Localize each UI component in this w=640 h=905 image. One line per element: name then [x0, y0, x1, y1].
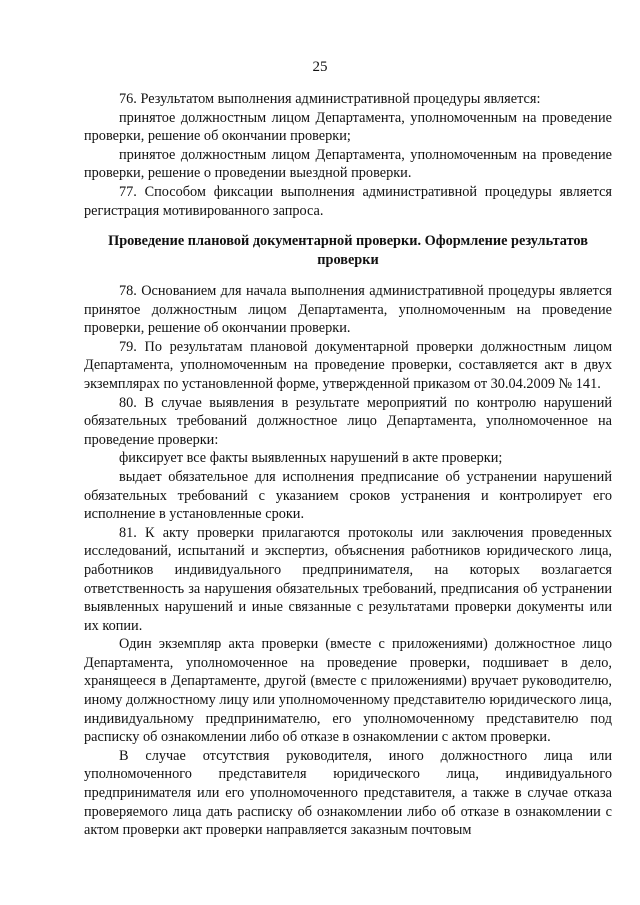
- paragraph-76-item-1: принятое должностным лицом Департамента, уполномоченным на проведение проверки, решение об окончании проверки;: [84, 109, 612, 145]
- page-number: 25: [312, 59, 328, 75]
- section-block-1: [84, 90, 612, 220]
- paragraph-77: 77. Способом фиксации выполнения административной процедуры является регистрация мотивированного запроса.: [84, 183, 612, 219]
- paragraph-absence-case: В случае отсутствия руководителя, иного должностного лица или уполномоченного представителя юридического лица, индивидуального предпринимателя или его уполномоченного представителя, а также в случае отказа проверяемого лица дать расписку об ознакомлении либо об отказе в ознакомлении с актом проверки акт проверки направляется заказным почтовым: [84, 747, 612, 839]
- section-block-2: [84, 282, 612, 840]
- paragraph-76-item-2: принятое должностным лицом Департамента, уполномоченным на проведение проверки, решение о проведении выездной проверки.: [84, 146, 612, 182]
- paragraph-81: 81. К акту проверки прилагаются протоколы или заключения проведенных исследований, испытаний и экспертиз, объяснения работников юридического лица, работников индивидуального предпринимателя, на которых возлагается ответственность за нарушения обязательных требований, предписания об устранении выявленных нарушений и иные связанные с результатами проверки документы или их копии.: [84, 524, 612, 634]
- paragraph-79: 79. По результатам плановой документарной проверки должностным лицом Департамента, уполномоченным на проведение проверки, составляется акт в двух экземплярах по установленной форме, утвержденной приказом от 30.04.2009 № 141.: [84, 338, 612, 392]
- paragraph-80-item-1: фиксирует все факты выявленных нарушений в акте проверки;: [119, 450, 503, 467]
- paragraph-act-copies: Один экземпляр акта проверки (вместе с приложениями) должностное лицо Департамента, уполномоченное на проведение проверки, подшивает в дело, хранящееся в Департаменте, другой (вместе с приложениями) вручает руководителю, иному должностному лицу или уполномоченному представителю юридического лица, индивидуальному предпринимателю, его уполномоченному представителю под расписку об ознакомлении либо об отказе в ознакомлении с актом проверки.: [84, 636, 612, 746]
- paragraph-78: 78. Основанием для начала выполнения административной процедуры является принятое должностным лицом Департамента, уполномоченным на проведение проверки, решение об окончании проверки.: [84, 283, 612, 337]
- paragraph-80-item-2: выдает обязательное для исполнения предписание об устранении нарушений обязательных требований с указанием сроков устранения и контролирует его исполнение в установленные сроки.: [84, 468, 612, 523]
- section-heading: Проведение плановой документарной проверки. Оформление результатов проверки: [108, 233, 588, 268]
- paragraph-76: 76. Результатом выполнения административной процедуры является:: [119, 91, 541, 107]
- paragraph-80: 80. В случае выявления в результате мероприятий по контролю нарушений обязательных требований должностное лицо Департамента, уполномоченное на проведение проверки:: [84, 394, 612, 448]
